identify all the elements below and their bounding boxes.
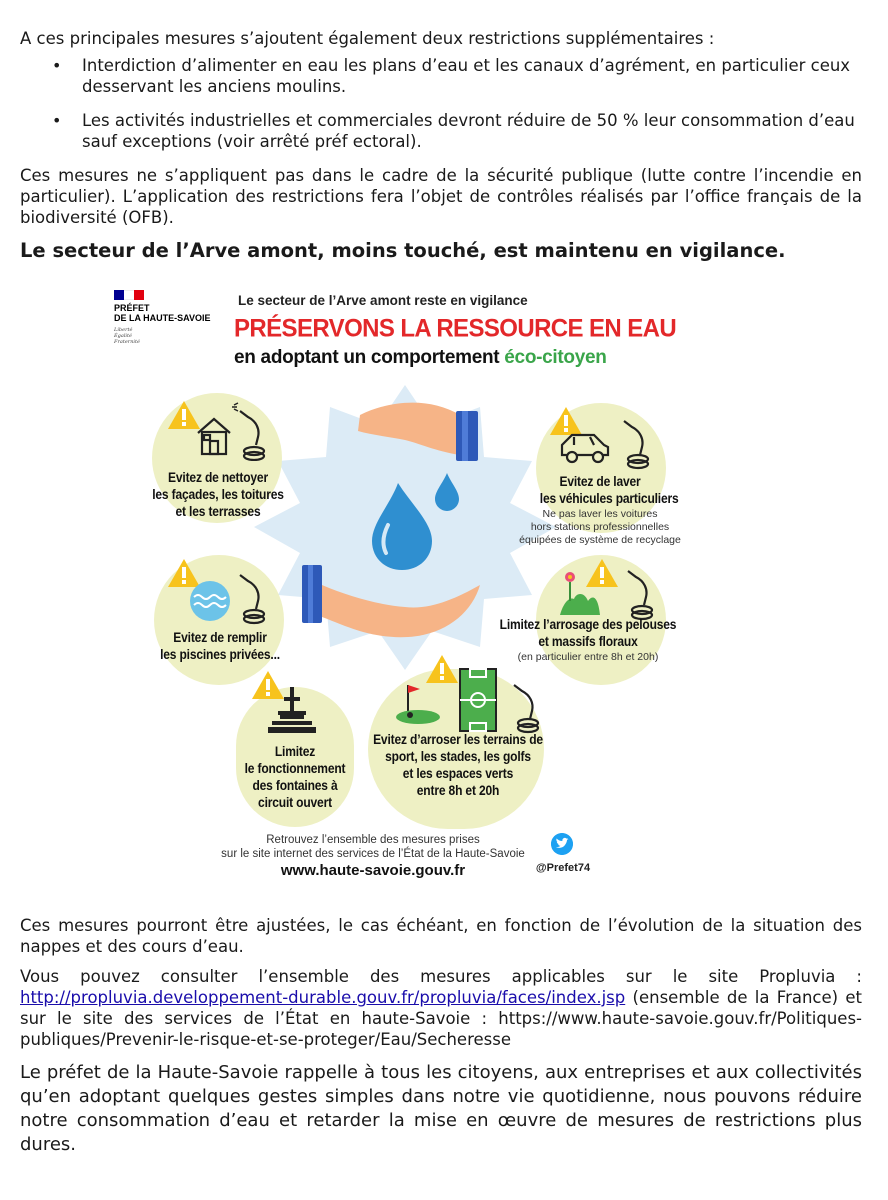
vehicles-icons [550,405,656,471]
infographic-website: www.haute-savoie.gouv.fr [280,862,466,879]
infographic-footer-text [208,833,538,861]
motto-line: Égalité [114,333,132,339]
footer-line: Retrouvez l’ensemble des mesures prises [266,834,480,846]
fountains-icons [250,671,340,735]
vehicles-note-line: Ne pas laver les voitures [542,508,658,520]
facades-line: les façades, les toitures [152,486,284,502]
pools-line: les piscines privées... [160,646,280,662]
flag-red-stripe [134,290,144,300]
adjust-paragraph: Ces mesures pourront être ajustées, le cas échéant, en fonction de l’évolution de la situation des nappes et des cours d’eau. [20,916,862,956]
consult-paragraph [20,966,862,1050]
motto-line: Liberté [114,327,133,333]
section-heading: Le secteur de l’Arve amont, moins touché, est maintenu en vigilance. [20,239,786,262]
pools-icons [168,557,272,627]
stadium-icon [460,669,496,731]
warning-icon [426,655,458,683]
house-icon [198,419,230,454]
consult-before: Vous pouvez consulter l’ensemble des mesures applicables sur le site Propluvia : [20,967,862,986]
facades-icons [168,399,268,461]
twitter-handle: @Prefet74 [535,862,591,874]
warning-icon [550,407,582,435]
list-item: • Les activités industrielles et commerciales devront réduire de 50 % leur consommation d’eau sauf exceptions (voir arrêté préf ectoral). [82,110,862,152]
lawns-line: et massifs floraux [538,633,638,649]
sports-icons [390,655,560,737]
security-paragraph: Ces mesures ne s’appliquent pas dans le cadre de la sécurité publique (lutte contre l’incendie en particulier). L’application des restrictions fera l’objet de contrôles réalisés par l’office français de la biodiversité (OFB). [20,166,862,227]
lawns-label [497,616,679,650]
document-upper [20,28,862,264]
fountains-line: des fontaines à [252,777,338,793]
tagline-highlight: éco-citoyen [504,347,607,368]
closing-paragraph: Le préfet de la Haute-Savoie rappelle à tous les citoyens, aux entreprises et aux collectivités qu’en adoptant quelques gestes simples dans notre vie quotidienne, nous pouvons réduire notre consommation d’eau et retarder la mise en œuvre de mesures de restrictions plus dures. [20,1062,862,1155]
warning-icon [168,401,200,429]
lawns-note-line: (en particulier entre 8h et 20h) [517,651,659,663]
fountains-line: le fonctionnement [244,760,346,776]
pools-line: Evitez de remplir [173,629,267,645]
sports-line: Evitez d’arroser les terrains de [373,731,543,747]
fountains-line: Limitez [274,743,316,759]
restrictions-list [20,55,862,152]
intro-text: A ces principales mesures s’ajoutent également deux restrictions supplémentaires : [20,29,715,48]
prefecture-name-line1: PRÉFET [114,303,150,313]
sports-line: entre 8h et 20h [416,782,500,798]
warning-icon [586,559,618,587]
flag-blue-stripe [114,290,124,300]
infographic-title: PRÉSERVONS LA RESSOURCE EN EAU [234,314,677,343]
hose-icon [514,685,538,732]
infographic-tagline [234,347,607,369]
car-icon [562,435,608,462]
pools-label [151,629,289,663]
hose-icon [232,403,264,460]
footer-line: sur le site internet des services de l’État de la Haute-Savoie [221,848,525,860]
sports-line: sport, les stades, les golfs [385,748,531,764]
facades-label [142,469,293,520]
french-flag-icon [114,290,144,300]
vehicles-note-line: hors stations professionnelles [530,521,670,533]
warning-icon [252,671,284,699]
vehicles-note-line: équipées de système de recyclage [519,534,681,546]
lawns-icons [554,557,658,623]
vehicles-line: Evitez de laver [559,473,641,489]
fountains-line: circuit ouvert [258,794,332,810]
hose-icon [624,421,648,468]
motto-line: Fraternité [114,339,140,345]
prefecture-name-line2: DE LA HAUTE-SAVOIE [114,313,211,323]
golf-icon [396,685,440,724]
hose-icon [240,575,264,623]
propluvia-link[interactable]: http://propluvia.developpement-durable.gouv.fr/propluvia/faces/index.jsp [20,988,626,1007]
lawns-line: Limitez l’arrosage des pelouses [499,616,677,632]
tagline-prefix: en adoptant un comportement [234,347,505,368]
facades-line: Evitez de nettoyer [168,469,268,485]
hose-icon [628,571,652,619]
list-item: • Interdiction d’alimenter en eau les plans d’eau et les canaux d’agrément, en particulier ceux desservant les anciens moulins. [82,55,862,97]
infographic-subtitle: Le secteur de l’Arve amont reste en vigilance [238,293,528,308]
warning-icon [168,559,200,587]
vehicles-label [539,473,679,507]
facades-line: et les terrasses [175,503,261,519]
vehicles-note [510,508,690,547]
pool-icon [190,581,230,621]
flag-white-stripe [124,290,134,300]
sports-line: et les espaces verts [402,765,514,781]
sports-label [372,731,544,799]
twitter-icon [551,833,573,855]
fountains-label [234,743,356,811]
infographic [110,285,710,895]
prefecture-name [114,303,244,323]
vehicles-line: les véhicules particuliers [539,490,679,506]
consult-after: (ensemble de la France) et sur le site des services de l’État en haute-Savoie : https://www.haute-savoie.gouv.fr/Politiques-publiques/Prevenir-le-risque-et-se-proteger/Eau/Secheresse [20,988,862,1049]
prefecture-motto [114,327,154,345]
document-lower [20,915,862,1157]
